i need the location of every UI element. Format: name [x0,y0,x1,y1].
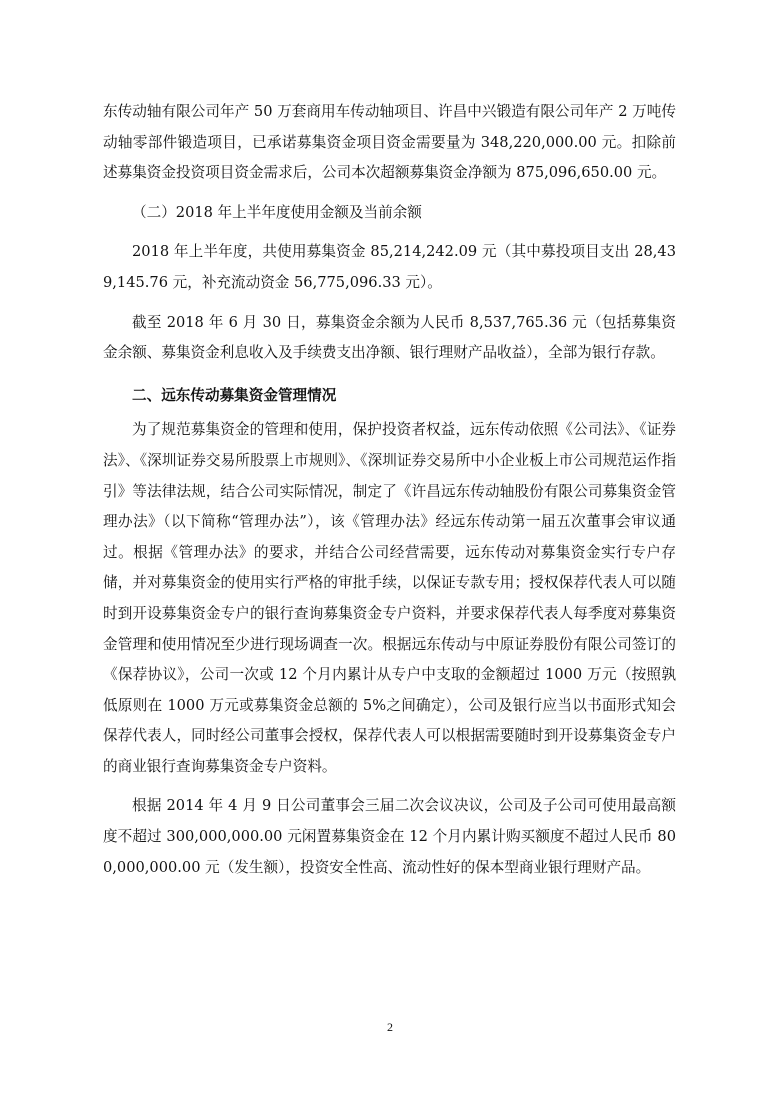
subheading-first-half-usage: （二）2018 年上半年度使用金额及当前余额 [132,203,422,221]
paragraph-balance: 截至 2018 年 6 月 30 日，募集资金余额为人民币 8,537,765.36 元（包括募集资金余额、募集资金利息收入及手续费支出净额、银行理财产品收益），全部为银行存款。 [103,313,676,362]
paragraph-usage-amount: 2018 年上半年度，共使用募集资金 85,214,242.09 元（其中募投项目支出 28,439,145.76 元，补充流动资金 56,775,096.33 元）。 [103,243,676,291]
paragraph-project-funds: 东传动轴有限公司年产 50 万套商用车传动轴项目、许昌中兴锻造有限公司年产 2 万吨传动轴零部件锻造项目，已承诺募集资金项目资金需要量为 348,220,000.00 元。扣除前述募集资金投资项目资金需求后，公司本次超额募集资金净额为 875,096,650.00 元。 [103,103,676,182]
section-heading-fund-management: 二、远东传动募集资金管理情况 [132,386,337,404]
paragraph-board-resolution: 根据 2014 年 4 月 9 日公司董事会三届二次会议决议，公司及子公司可使用最高额度不超过 300,000,000.00 元闲置募集资金在 12 个月内累计购买额度不超过人民币 800,000,000.00 元（发生额），投资安全性高、流动性好的保本型商业银行理财产品。 [103,797,676,876]
page-body [103,97,676,883]
page-number: 2 [387,1020,393,1034]
paragraph-management-rules: 为了规范募集资金的管理和使用，保护投资者权益，远东传动依照《公司法》、《证券法》、《深圳证券交易所股票上市规则》、《深圳证券交易所中小企业板上市公司规范运作指引》等法律法规，结合公司实际情况，制定了《许昌远东传动轴股份有限公司募集资金管理办法》（以下简称“管理办法”），该《管理办法》经远东传动第一届五次董事会审议通过。根据《管理办法》的要求，并结合公司经营需要，远东传动对募集资金实行专户存储，并对募集资金的使用实行严格的审批手续，以保证专款专用；授权保荐代表人可以随时到开设募集资金专户的银行查询募集资金专户资料，并要求保荐代表人每季度对募集资金管理和使用情况至少进行现场调查一次。根据远东传动与中原证券股份有限公司签订的《保荐协议》，公司一次或 12 个月内累计从专户中支取的金额超过 1000 万元（按照孰低原则在 1000 万元或募集资金总额的 5%之间确定），公司及银行应当以书面形式知会保荐代表人，同时经公司董事会授权，保荐代表人可以根据需要随时到开设募集资金专户的商业银行查询募集资金专户资料。 [103,421,676,775]
